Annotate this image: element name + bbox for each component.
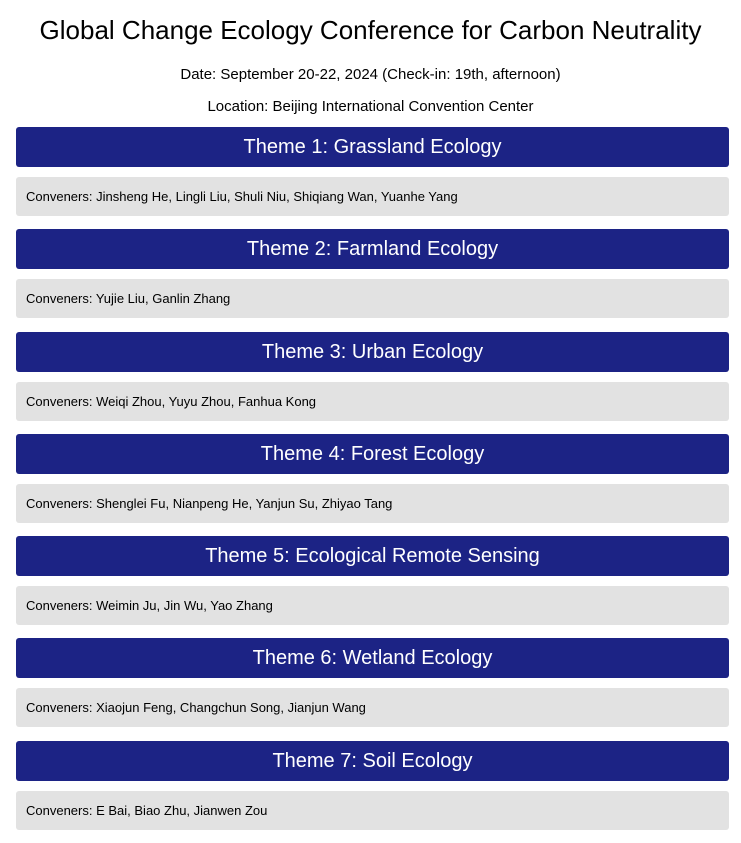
theme-section-1 [16,127,729,229]
theme-section-6 [16,638,729,740]
page-title: Global Change Ecology Conference for Carbon Neutrality [39,15,702,45]
conference-location: Location: Beijing International Convention Center [207,98,534,115]
theme-conveners: Conveners: Jinsheng He, Lingli Liu, Shuli Niu, Shiqiang Wan, Yuanhe Yang [16,177,729,216]
theme-section-3 [16,332,729,434]
theme-header: Theme 6: Wetland Ecology [16,638,729,678]
theme-conveners: Conveners: Weimin Ju, Jin Wu, Yao Zhang [16,586,729,625]
theme-list [16,127,729,843]
theme-header: Theme 2: Farmland Ecology [16,229,729,269]
theme-header: Theme 4: Forest Ecology [16,434,729,474]
theme-header: Theme 3: Urban Ecology [16,332,729,372]
theme-section-5 [16,536,729,638]
theme-conveners: Conveners: Xiaojun Feng, Changchun Song, Jianjun Wang [16,688,729,727]
theme-header: Theme 5: Ecological Remote Sensing [16,536,729,576]
theme-header: Theme 7: Soil Ecology [16,741,729,781]
theme-conveners: Conveners: Weiqi Zhou, Yuyu Zhou, Fanhua Kong [16,382,729,421]
theme-header: Theme 1: Grassland Ecology [16,127,729,167]
theme-conveners: Conveners: E Bai, Biao Zhu, Jianwen Zou [16,791,729,830]
theme-section-2 [16,229,729,331]
theme-conveners: Conveners: Yujie Liu, Ganlin Zhang [16,279,729,318]
theme-conveners: Conveners: Shenglei Fu, Nianpeng He, Yanjun Su, Zhiyao Tang [16,484,729,523]
theme-section-7 [16,741,729,843]
conference-date: Date: September 20-22, 2024 (Check-in: 19th, afternoon) [180,66,561,83]
theme-section-4 [16,434,729,536]
